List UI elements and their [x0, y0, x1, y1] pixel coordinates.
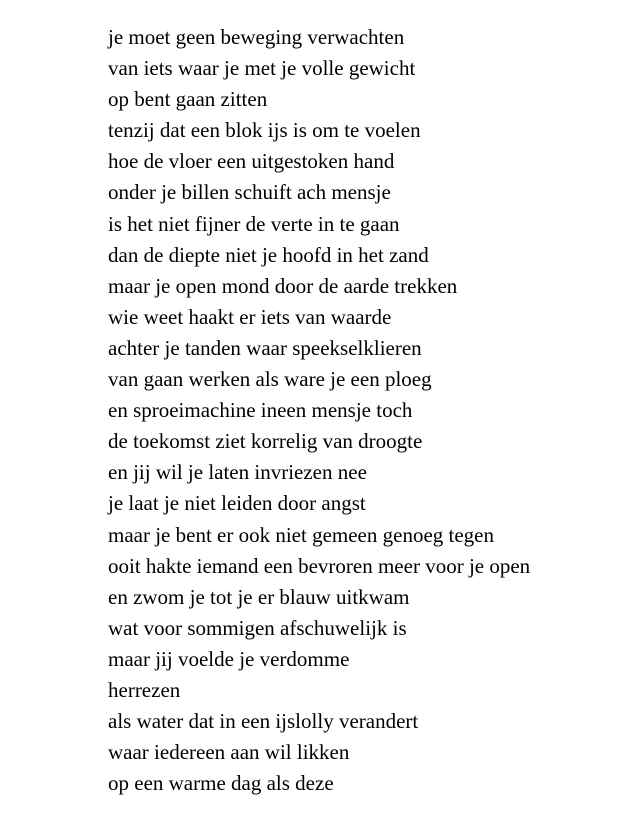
poem-line: maar je open mond door de aarde trekken [108, 273, 458, 298]
poem-line: wat voor sommigen afschuwelijk is [108, 615, 407, 640]
poem-line: hoe de vloer een uitgestoken hand [108, 149, 395, 174]
poem-line: wie weet haakt er iets van waarde [108, 304, 392, 329]
poem-line: van iets waar je met je volle gewicht [108, 56, 416, 81]
poem-line: ooit hakte iemand een bevroren meer voor je open [108, 553, 531, 578]
poem-line: dan de diepte niet je hoofd in het zand [108, 242, 429, 267]
poem-line: en sproeimachine ineen mensje toch [108, 398, 413, 423]
poem-text [108, 22, 530, 799]
poem-line: als water dat in een ijslolly verandert [108, 709, 419, 734]
poem-line: maar je bent er ook niet gemeen genoeg tegen [108, 522, 494, 547]
poem-line: je laat je niet leiden door angst [108, 491, 366, 516]
poem-line: maar jij voelde je verdomme [108, 646, 350, 671]
poem-line: achter je tanden waar speekselklieren [108, 335, 422, 360]
poem-line: van gaan werken als ware je een ploeg [108, 367, 432, 392]
poem-line: onder je billen schuift ach mensje [108, 180, 391, 205]
poem-line: en zwom je tot je er blauw uitkwam [108, 584, 410, 609]
poem-line: tenzij dat een blok ijs is om te voelen [108, 118, 421, 143]
poem-line: op bent gaan zitten [108, 87, 268, 112]
poem-line: de toekomst ziet korrelig van droogte [108, 429, 423, 454]
poem-line: en jij wil je laten invriezen nee [108, 460, 367, 485]
poem-line: op een warme dag als deze [108, 771, 334, 796]
poem-line: waar iedereen aan wil likken [108, 740, 350, 765]
poem-line: is het niet fijner de verte in te gaan [108, 211, 400, 236]
poem-line: je moet geen beweging verwachten [108, 25, 405, 49]
poem-line: herrezen [108, 677, 181, 702]
